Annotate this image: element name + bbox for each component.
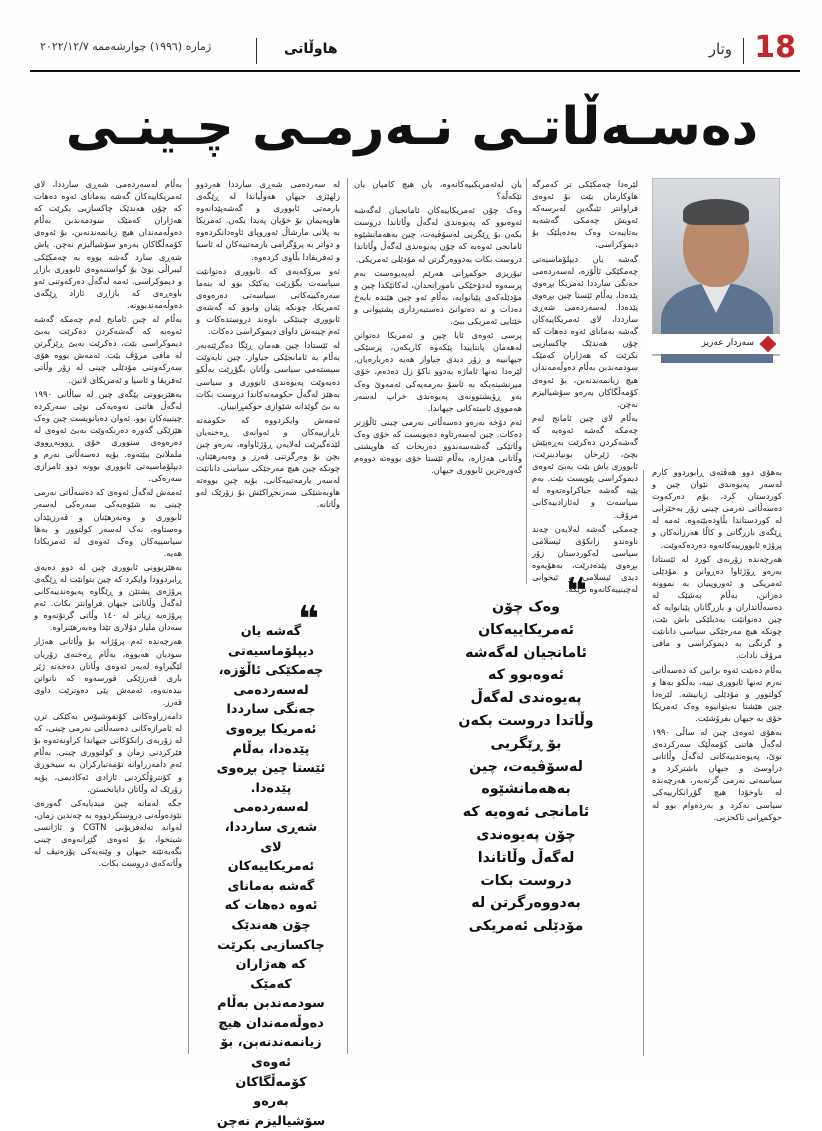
diamond-icon (760, 336, 777, 353)
paragraph: هەرچەندە ئەم پرۆژانە بۆ وڵاتانی هەژار سودیان هەبووە، بەڵام ڕەخنەی زۆریان لێگیراوە لەبەر ئەوەی وڵاتان دەخەنە ژێر باری قەرزێکی قورسەوە کە ناتوانن بیدەنەوە، ئەمەش پێی دەوترێت داوی قەرز. (34, 636, 182, 707)
pull-quote-2: گەشە یان دیپلۆماسیەتی چەمکێکی ئاڵۆزە، لەسەردەمی جەنگی سارددا ئەمریکا بڕەوی پێدەدا، بەڵام ئێستا چین بڕەوی پێدەدا. لەسەردەمی شەڕی سارددا، لای ئەمریکاییەکان گەشە بەمانای ئەوە دەهات کە چۆن هەندێک چاکسازیی بکرێت کە هەژاران کەمێک سودمەندبن بەڵام دەوڵەمەندان هیچ زیانمەندنەبن، بۆ ئەوەی کۆمەڵگاکان بەرەو سۆشیالیزم نەچن (216, 624, 326, 1129)
paragraph: بەهێزبوونی ئابووری چین لە دوو دەیەی ڕابردوودا وایکرد کە چین بتوانێت لە ڕێگەی پرۆژەی پشتێن و ڕێگاوە پەیوەندییەکانی لەگەڵ وڵاتانی جیهان فراوانتر بکات. ئەم پرۆژەیە زیاتر لە ١٤٠ وڵاتی گرتۆتەوە و سەدان ملیار دۆلاری تێدا وەبەرهێنراوە. (34, 561, 182, 633)
paragraph: تیۆریزی حوکمڕانی هەرێم لەپەیوەست بەم پرسەوە لەدۆخێکی ناموراتحدان، لەکاتێکدا چین و مۆدێلەکەی پێیانوایە، بەڵام ئەو چین هێندە بایەخ دەدات و نە دەتوانێ دەستبەرداری پشتیوانی و خێتایی ئەمریکی ببێ. (354, 267, 522, 327)
column-divider (347, 178, 348, 1054)
page-number: 18 (754, 30, 796, 65)
article-column-6 (652, 466, 782, 1056)
paragraph: لێرەدا چەمکێکی تر کەمرگە هاوکارمان بێت بۆ ئەوەی فراوانتر تێبگەین لەبرسەکە ئەویش چەمکی گەشەیە بەتایبەت وەک بەدەیلێک بۆ دیموکراسی. (532, 179, 638, 250)
paragraph: لە سەردەمی شەڕی سارددا هەردوو زلهێزی جیهان هەوڵیاندا لە ڕێگەی یارمەتی ئابووری و گەشەپێدانەوە هاوپەیمان بۆ خۆیان پەیدا بکەن. ئەمریکا بە پلانی مارشاڵ ئەوروپای ئاوەدانکردەوە و دواتر بە پرۆگرامی یارمەتییەکان لە ئاسیا و ئەفریقادا بڵاوی کردەوە. (196, 179, 340, 262)
paragraph: جگە لەمانە چین میدیایەکی گەورەی نێودەوڵەتی دروستکردووە بە چەندین زمان، لەوانە تەلەفزیۆنی CGTN و ئاژانسی شینخوا، بۆ ئەوەی گێڕانەوەی چینی بگەیەنێتە جیهان و وێنەیەکی پۆزەتیڤ لە وڵاتەکەی دروست بکات. (34, 797, 182, 869)
paragraph: ئەو بیرۆکەیەی کە ئابووری دەتوانێت سیاسەت بگۆڕێت یەکێک بوو لە بنەما سەرەکییەکانی سیاسەتی دەرەوەی ئەمریکا، چونکە پێیان وابوو کە گەشەی ئابووری چینێکی ناوەند دروستدەکات و ئەم چینەش داوای دیموکراسی دەکات. (196, 265, 340, 337)
author-name: سەردار عەزیز (701, 338, 754, 348)
section-label: وتار (708, 40, 732, 58)
issue-info: ژمارە (١٩٩٦) چوارشەممە ٢٠٢٢/١٢/٧ (40, 40, 212, 53)
article-column-5 (532, 178, 638, 595)
column-6-spacer (652, 362, 782, 382)
quote-mark-icon: ❝ (566, 571, 588, 612)
article-column-2 (34, 178, 182, 1054)
paragraph: بەهۆی دوو هەڤتەی ڕابوردوو کارم لەسەر پەیوەندی نێوان چین و کوردستان کرد، بۆم دەرکەوت دەسەڵاتی نەرمی چینی زۆر بەخێرایی لە کوردستاندا بڵاودەبێتەوە. ئەمە لە ڕێگەی بازرگانی و کاڵا هەرزانەکان و پرۆژە ئابوورییەکانەوە دەردەکەوێت. (652, 467, 782, 550)
paragraph: لە ئێستادا چین هەمان ڕێگا دەگرێتەبەر بەڵام بە ئامانجێکی جیاواز. چین نایەوێت سیستەمی سیاسی وڵاتان بگۆڕێت بەڵکو دەیەوێت پەیوەندی ئابووری و سیاسی بەهێز لەگەڵ حکومەتەکاندا دروست بکات بە بێ گوێدانە شێوازی حوکمڕانییان. (196, 340, 340, 411)
paragraph: دامەزراوەکانی کۆنفوشیۆس یەکێکی ترن لە ئامرازەکانی دەسەڵاتی نەرمی چینی، کە لە زۆربەی زانکۆکانی جیهاندا کراونەتەوە بۆ فێرکردنی زمان و کولتووری چینی. بەڵام ئەم دامەزراوانە تۆمەتبارکران بە سیخوڕی و کۆنترۆڵکردنی ئازادی ئەکادیمی، بۆیە زۆرێک لە وڵاتان دایانخستن. (34, 711, 182, 794)
paragraph: بەهۆی ئەوەی چین لە ساڵی ١٩٩٠ لەگەڵ هاتنی کۆمەڵێک سەرکردەی نوێ، پەیوەندییەکانی لەگەڵ وڵاتانی دراوسێ و جیهان باشترکرد و سیاسەتی نەرمی گرتەبەر، هەرچەندە لە ناوخۆدا هیچ گۆڕانکارییەکی سیاسی نەکرد و بەردەوام بوو لە حوکمڕانی تاکحزبی. (652, 726, 782, 822)
paragraph: بەهێزبوونی پێگەی چین لە ساڵانی ١٩٩٠ لەگەڵ هاتنی نەوەیەکی نوێی سەرکردە چینییەکان بوو. ئەوان دەیانویست چین وەک هێزێکی گەورە دەربکەوێت بەبێ ئەوەی لە دەرەوەی سنووری خۆی ڕووبەڕووی ململانێ ببێتەوە. بۆیە دەسەڵاتی نەرم و دیپلۆماسیەتی ئابووری بوونە دوو ئامرازی سەرەکی. (34, 388, 182, 484)
paragraph: بەڵام لە چین ئامانج لەم چەمکە گەشە ئەوەیە کە گەشەکردن دەکرێت بەبێ دیموکراسی بێت، دەکرێت بەبێ ڕێزگرتن لە مافی مرۆڤ بێت. ئەمەش بووە هۆی سەرکەوتنی مۆدێلی چینی لە زۆر وڵاتی ئەفریقا و ئاسیا و ئەمریکای لاتین. (34, 314, 182, 385)
header-divider (743, 38, 744, 64)
pull-quote-1: وەک چۆن ئەمریکاییەکان ئامانجیان لەگەشە ئەوەبوو کە پەیوەندی لەگەڵ وڵاتدا دروست بکەن بۆ ڕێگریی لەسۆڤیەت، چین بەهەمانشێوە ئامانجی ئەوەیە کە چۆن پەیوەندی لەگەڵ وڵاتاندا دروست بکات بەدووەرگرتن لە مۆدێلی ئەمریکی (458, 599, 594, 935)
paragraph: چەمکی گەشە لەلایەن چەند ناوەندو زانکۆی ئیسلامی سیاسی لەکوردستان زۆر بڕەوی پێدەدرێت، بەهۆیەوە دیدی ئیسلامی و ئیخوانی لەچینییەکانەوە نزیکە. (532, 523, 638, 595)
newspaper-logo: هاوڵاتی (284, 41, 338, 57)
article-column-3 (196, 178, 340, 608)
article-title: دەسـەڵاتـی نـەرمـی چـینـی (65, 97, 759, 157)
column-divider (188, 178, 189, 1054)
quote-mark-icon: ❝ (298, 599, 320, 640)
column-divider (526, 178, 527, 584)
paragraph: گەشە یان دیپلۆماسیەتی چەمکێکی ئاڵۆزە، لەسەردەمی جەنگی سارددا ئەمریکا بڕەوی پێدەدا، بەڵام ئێستا چین بڕەوی پێدەدا. لەسەردەمی شەڕی سارددا، لای ئەمریکاییەکان گەشە بەمانای ئەوە دەهات کە چۆن هەندێک چاکسازیی بکرێت کە هەژاران کەمێک سودمەندبن بەڵام دەوڵەمەندان هیچ زیانمەندنەبن، بۆ ئەوەی کۆمەڵگاکان بەرەو سۆشیالیزم نەچن. (532, 253, 638, 409)
column-divider (643, 470, 644, 1056)
paragraph: هەرچەندە زۆربەی کورد لە ئێستادا بەرەو ڕۆژئاوا دەڕوانن و مۆدێلی ئەمریکی و ئەوروپییان بە نموونە دەزانن، بەڵام بەشێک لە دەسەڵاتداران و بازرگانان پێیانوایە کە چین دەتوانێت بەدیلێکی باش بێت، چونکە هیچ مەرجێکی سیاسی دانانێت و گرنگی بە دیموکراسی و مافی مرۆڤ نادات. (652, 553, 782, 661)
header-rule (30, 70, 800, 72)
author-photo (652, 178, 780, 356)
header-divider (256, 38, 257, 64)
paragraph: ئەم دۆخە بەرەو دەسەڵاتی نەرمی چینی ئاڵۆزتر دەکات. چین لەسەرتاوە دەیویست کە خۆی وەک وڵاتێکی گەشەسەندوو دەربخات کە هاوپشتی وڵاتانی هەژارە، بەڵام ئێستا خۆی بووەتە دووەم گەورەترین ئابووری جیهان. (354, 416, 522, 476)
paragraph: یان لەئەمریکییەکانەوە، یان هیچ کامیان یان تێکەڵە؟ (354, 179, 522, 202)
paragraph: بەڵام لەسەردەمی شەڕی سارددا، لای ئەمریکاییەکان گەشە بەمانای ئەوە دەهات کە چۆن هەندێک چاکسازیی بکرێت کە هەژاران کەمێک سودمەندبن بەڵام دەوڵەمەندان هیچ زیانمەندنەبن، بۆ ئەوەی کۆمەڵگاکان بەرەو سۆشیالیزم نەچن. پاش شەڕی سارد گەشە بووە بە چەمکێکی لیبراڵی نوێ بۆ گواستنەوەی ئابووری بازاڕ و دیموکراسی. ئەمە لەگەڵ دەرکەوتنی ئەو باوەڕەی کە بازاڕی ئازاد ڕێگەی دەوڵەمەندبوونە. (34, 179, 182, 310)
paragraph: وەک چۆن ئەمریکاییەکان ئامانجیان لەگەشە ئەوەبوو کە پەیوەندی لەگەڵ وڵاتاندا دروست بکەن بۆ ڕێگریی لەسۆڤیەت، چین بەهەمانشێوە ئامانجی ئەوەیە کە چۆن پەیوەندی لەگەڵ وڵاتاندا دروست بکات بەدووەرگرتن لە مۆدێلی ئەمریکی. (354, 205, 522, 264)
paragraph: ئەمەش وایکردووە کە حکومەتە ناڕازییەکان و ئەوانەی ڕەخنەیان لێدەگیرێت لەلایەن ڕۆژئاواوە، بەرەو چین بچن بۆ وەرگرتنی قەرز و وەبەرهێنان، چونکە چین هیچ مەرجێکی سیاسی دانانێت لەسەر یارمەتییەکانی. بۆیە چین بووەتە هاوبەشێکی سەرنجڕاکێش بۆ زۆرێک لەو وڵاتانە. (196, 414, 340, 510)
page-header (30, 28, 800, 72)
paragraph: بەڵام دەبێت ئەوە بزانین کە دەسەڵاتی نەرم تەنها ئابووری نییە، بەڵکو بەها و کولتوور و مۆدێلی ژیانیشە. لێرەدا چین هێشتا نەیتوانیوە وەک ئەمریکا خۆی بە جیهان بفرۆشێت. (652, 664, 782, 723)
paragraph: پرسی ئەوەی ئایا چین و ئەمریکا دەتوانن لەهەمان پانتاییدا پێکەوە کاربکەن، پرسێکی جیهانییە و زۆر دیدی جیاواز هەیە دەربارەیان. لێرەدا تەنها ئاماژە بەدوو ناکۆ زل دەدەم، خۆی میرنشینەیکە بە ئاسۆ بەرمەیەکی ئەمەوێ وەک بەو ڕۆیشتوونەی پەیوەندی خراپ لەسەر هەمووی ئاستەکانی جیهاندا. (354, 330, 522, 413)
author-caption (652, 334, 780, 354)
paragraph: ئەمەش لەگەڵ ئەوەی کە دەسەڵاتی نەرمی چینی بە شێوەیەکی سەرەکی لەسەر ئابووری و وەبەرهێنان و قەرزپێدان وەستاوە، نەک لەسەر کولتوور و بەها سیاسییەکان وەک ئەوەی لە ئەمریکادا هەیە. (34, 487, 182, 558)
photo-hair (683, 199, 749, 225)
paragraph: بەڵام لای چین ئامانج لەم چەمکە گەشە ئەوەیە کە گەشەکردن دەکرێت بەڕەپێش بچێ، ژێرخان بونیادبنرێت، ئابووری باش بێت بەبێ ئەوەی دیموکراسی پێویست بێت. بەم پێیە گەشە جیاکراوەتەوە لە سیاسەت و لەئازادییەکانی مرۆڤ. (532, 412, 638, 520)
